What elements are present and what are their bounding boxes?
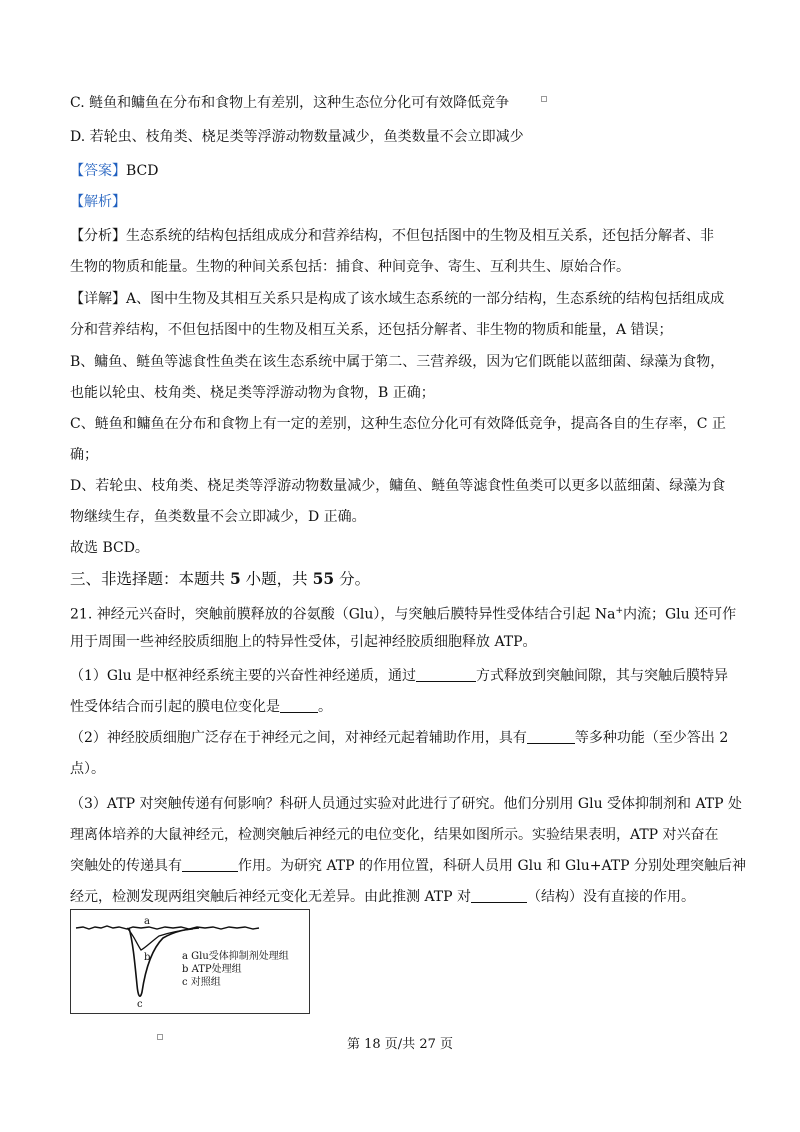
section-heading [70,569,370,589]
q21-p1-text-a: （1）Glu 是中枢神经系统主要的兴奋性神经递质，通过 [70,668,417,684]
xiangjie-d-line-1: D、若轮虫、枝角类、桡足类等浮游动物数量减少，鳙鱼、鲢鱼等滤食性鱼类可以更多以蓝细菌、绿藻为食 [70,478,726,494]
q21-p3-text-e: 经元，检测发现两组突触后神经元变化无差异。由此推测 ATP 对 [70,889,472,905]
q21-stem-line-1 [70,601,736,625]
xiangjie-b-line-2: 也能以轮虫、枝角类、桡足类等浮游动物为食物，B 正确； [70,385,435,401]
answer-blank-4[interactable] [182,857,238,872]
fenxi-text-1: 生态系统的结构包括组成成分和营养结构，不但包括图中的生物及相互关系，还包括分解者、非 [126,228,714,244]
trace-label-a: a [144,916,150,927]
answer-value: BCD [126,163,159,179]
q21-part3-line-2: 理离体培养的大鼠神经元，检测突触后神经元的电位变化，结果如图所示。实验结果表明，ATP 对兴奋在 [70,827,719,843]
q21-p2-text-b: 等多种功能（至少答出 2 [574,730,729,746]
trace-label-c: c [137,999,143,1010]
answer-blank-5[interactable] [471,888,527,903]
q21-part2-line-1 [70,728,728,748]
fenxi-line-1 [70,226,714,246]
fenxi-tag: 【分析】 [70,228,126,244]
fenxi-line-2: 生物的物质和能量。生物的种间关系包括：捕食、种间竞争、寄生、互利共生、原始合作。 [70,259,630,275]
section-count: 5 [229,569,241,588]
option-d: D. 若轮虫、枝角类、桡足类等浮游动物数量减少，鱼类数量不会立即减少 [70,129,524,145]
legend-c: c 对照组 [182,977,221,988]
q21-p1-text-c: 性受体结合而引起的膜电位变化是 [70,699,280,715]
section-score: 55 [312,569,335,588]
q21-part3-line-1: （3）ATP 对突触传递有何影响？科研人员通过实验对此进行了研究。他们分别用 Glu 受体抑制剂和 ATP 处 [70,796,743,812]
q21-p1-text-d: 。 [318,699,332,715]
xiangjie-a-line-2: 分和营养结构，不但包括图中的生物及相互关系，还包括分解者、非生物的物质和能量，A 错误； [70,322,673,338]
trace-b [127,928,193,950]
q21-part3-line-4 [70,887,695,907]
q21-p3-text-f: （结构）没有直接的作用。 [527,889,696,905]
xiangjie-c-line-2: 确； [70,447,98,463]
q21-p3-text-d: 作用。为研究 ATP 的作用位置，科研人员用 Glu 和 Glu+ATP 分别处理突触后神 [238,858,746,874]
legend-b: b ATP处理组 [182,964,242,975]
page-footer: 第 18 页/共 27 页 [347,1037,453,1052]
answer-line [70,161,158,181]
xiangjie-tag: 【详解】 [70,291,126,307]
q21-superscript: + [615,606,623,616]
option-c: C. 鲢鱼和鳙鱼在分布和食物上有差别，这种生态位分化可有效降低竞争 [70,95,510,111]
trace-a [76,926,259,929]
answer-blank-2[interactable] [280,698,318,713]
answer-tag: 【答案】 [70,163,126,179]
xiangjie-d-line-2: 物继续生存，鱼类数量不会立即减少，D 正确。 [70,509,366,525]
q21-part1-line-1 [70,666,728,686]
conclusion: 故选 BCD。 [70,540,149,556]
q21-p1-text-b: 方式释放到突触间隙，其与突触后膜特异 [476,668,729,684]
xiangjie-c-line-1: C、鲢鱼和鳙鱼在分布和食物上有一定的差别，这种生态位分化可有效降低竞争，提高各自的生存率，C 正 [70,416,726,432]
section-suffix: 分。 [334,570,371,588]
q21-p3-text-c: 突触处的传递具有 [70,858,182,874]
legend-a: a Glu受体抑制剂处理组 [182,951,289,962]
answer-blank-1[interactable] [416,667,476,682]
q21-part3-line-3 [70,856,746,876]
q21-stem-1b: 内流；Glu 还可作 [622,606,737,623]
q21-part2-line-2: 点）。 [70,761,105,777]
section-prefix: 三、非选择题：本题共 [70,570,230,588]
xiangjie-a-text-1: A、图中生物及其相互关系只是构成了该水域生态系统的一部分结构，生态系统的结构包括组成成 [126,291,725,307]
xiangjie-b-line-1: B、鳙鱼、鲢鱼等滤食性鱼类在该生态系统中属于第二、三营养级，因为它们既能以蓝细菌、绿藻为食物， [70,354,725,370]
potential-trace-figure [70,909,310,1014]
analysis-tag: 【解析】 [70,194,126,210]
trace-label-b: b [144,952,151,963]
q21-p2-text-a: （2）神经胶质细胞广泛存在于神经元之间，对神经元起着辅助作用，具有 [70,730,527,746]
q21-stem-line-2: 用于周围一些神经胶质细胞上的特异性受体，引起神经胶质细胞释放 ATP。 [70,634,537,650]
xiangjie-a-line-1 [70,289,724,309]
section-middle: 小题，共 [240,570,313,588]
answer-blank-3[interactable] [527,729,575,744]
q21-stem-1a: 21. 神经元兴奋时，突触前膜释放的谷氨酸（Glu），与突触后膜特异性受体结合引起 Na [70,606,616,623]
q21-part1-line-2 [70,697,332,717]
anchor-mark [541,96,547,102]
